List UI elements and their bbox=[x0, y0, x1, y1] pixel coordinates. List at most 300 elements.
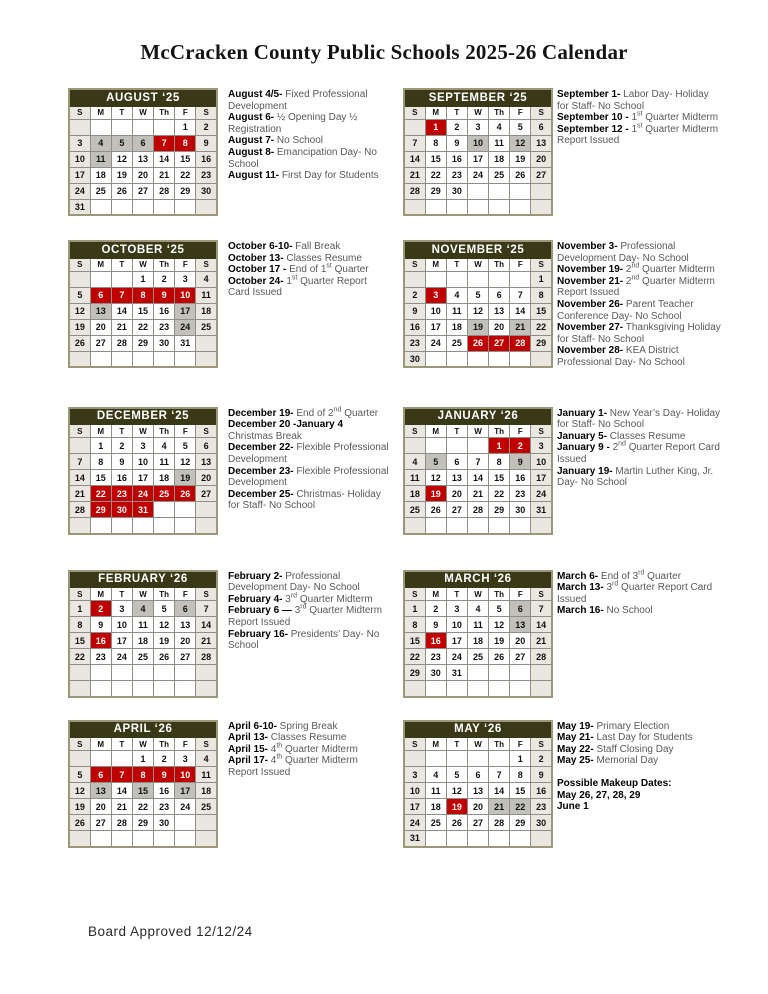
note-label: February 16- bbox=[228, 628, 289, 640]
note-line bbox=[228, 241, 389, 253]
day-cell bbox=[90, 751, 111, 767]
day-cell: 7 bbox=[404, 135, 425, 151]
day-cell: 19 bbox=[111, 167, 132, 183]
day-cell: 4 bbox=[90, 135, 111, 151]
day-cell: 3 bbox=[175, 751, 196, 767]
day-cell: 10 bbox=[425, 303, 446, 319]
day-cell: 17 bbox=[175, 783, 196, 799]
day-cell: 1 bbox=[489, 438, 510, 454]
day-cell bbox=[175, 665, 196, 681]
day-cell bbox=[196, 681, 217, 697]
calendar-row bbox=[68, 240, 768, 369]
day-header-cell: M bbox=[425, 425, 446, 438]
day-cell: 5 bbox=[446, 767, 467, 783]
note-line bbox=[228, 605, 389, 628]
day-cell: 19 bbox=[446, 799, 467, 815]
day-cell bbox=[175, 351, 196, 367]
day-cell bbox=[404, 271, 425, 287]
day-cell: 27 bbox=[132, 183, 153, 199]
day-header-cell: S bbox=[196, 738, 217, 751]
day-cell bbox=[111, 119, 132, 135]
note-line bbox=[228, 419, 389, 442]
day-cell: 5 bbox=[510, 119, 531, 135]
day-cell: 13 bbox=[196, 454, 217, 470]
day-cell bbox=[154, 199, 175, 215]
note-line bbox=[557, 721, 723, 733]
day-cell: 9 bbox=[196, 135, 217, 151]
day-cell: 29 bbox=[531, 335, 552, 351]
day-cell bbox=[132, 665, 153, 681]
day-cell: 14 bbox=[111, 303, 132, 319]
day-cell: 9 bbox=[510, 454, 531, 470]
day-cell: 15 bbox=[175, 151, 196, 167]
note-text: Professional Development Day- No School bbox=[228, 570, 360, 594]
note-text: No School bbox=[603, 605, 653, 617]
day-cell bbox=[132, 351, 153, 367]
day-header-cell: S bbox=[531, 425, 552, 438]
day-header-cell: T bbox=[446, 106, 467, 119]
day-cell bbox=[510, 351, 531, 367]
note-label: August 11- bbox=[228, 170, 280, 182]
day-cell: 9 bbox=[154, 767, 175, 783]
day-cell: 14 bbox=[404, 151, 425, 167]
month-notes-august-25 bbox=[218, 88, 403, 182]
day-cell: 19 bbox=[154, 633, 175, 649]
week-row bbox=[404, 799, 552, 815]
day-cell bbox=[489, 199, 510, 215]
day-header-cell: S bbox=[69, 106, 90, 119]
day-cell: 25 bbox=[154, 486, 175, 502]
calendar-row bbox=[68, 407, 768, 535]
note-label: August 4/5- bbox=[228, 89, 283, 100]
day-header-cell: S bbox=[69, 425, 90, 438]
day-cell bbox=[404, 119, 425, 135]
day-cell: 31 bbox=[132, 502, 153, 518]
day-cell: 29 bbox=[425, 183, 446, 199]
day-cell bbox=[425, 518, 446, 534]
day-cell: 27 bbox=[510, 649, 531, 665]
day-cell: 25 bbox=[196, 799, 217, 815]
day-cell: 15 bbox=[489, 470, 510, 486]
note-label: December 19- bbox=[228, 407, 294, 419]
week-row bbox=[69, 470, 217, 486]
month-header-row bbox=[404, 721, 552, 738]
day-cell bbox=[69, 831, 90, 847]
day-header-cell: S bbox=[531, 106, 552, 119]
month-calendar-march-26 bbox=[403, 570, 553, 698]
day-cell: 5 bbox=[467, 287, 488, 303]
note-label: September 10 - bbox=[557, 112, 629, 124]
makeup-dates bbox=[557, 778, 723, 813]
week-row bbox=[69, 454, 217, 470]
day-cell: 30 bbox=[425, 665, 446, 681]
day-cell bbox=[510, 271, 531, 287]
week-row bbox=[404, 831, 552, 847]
day-cell: 18 bbox=[446, 319, 467, 335]
day-cell: 12 bbox=[175, 454, 196, 470]
week-row bbox=[404, 151, 552, 167]
day-header-row bbox=[69, 258, 217, 271]
day-cell: 17 bbox=[132, 470, 153, 486]
note-text: End of 1st Quarter bbox=[286, 262, 369, 276]
day-cell: 22 bbox=[69, 649, 90, 665]
day-cell bbox=[531, 831, 552, 847]
day-cell bbox=[404, 518, 425, 534]
day-header-cell: M bbox=[425, 588, 446, 601]
day-cell bbox=[467, 199, 488, 215]
note-label: October 24- bbox=[228, 275, 284, 287]
day-header-cell: Th bbox=[489, 258, 510, 271]
day-cell: 9 bbox=[90, 617, 111, 633]
note-label: March 16- bbox=[557, 605, 604, 617]
day-cell: 23 bbox=[446, 167, 467, 183]
day-header-cell: F bbox=[510, 738, 531, 751]
day-cell: 26 bbox=[111, 183, 132, 199]
day-header-cell: T bbox=[111, 106, 132, 119]
day-cell bbox=[175, 815, 196, 831]
day-cell bbox=[90, 271, 111, 287]
day-header-cell: F bbox=[175, 258, 196, 271]
note-text: ½ Opening Day ½ Registration bbox=[228, 112, 358, 135]
note-line bbox=[228, 744, 389, 756]
day-cell: 6 bbox=[132, 135, 153, 151]
note-label: October 17 - bbox=[228, 264, 287, 276]
day-header-cell: T bbox=[111, 258, 132, 271]
day-cell: 3 bbox=[467, 119, 488, 135]
day-cell: 25 bbox=[90, 183, 111, 199]
week-row bbox=[404, 783, 552, 799]
day-header-cell: F bbox=[175, 425, 196, 438]
week-row bbox=[69, 335, 217, 351]
note-label: April 17- bbox=[228, 755, 269, 767]
note-text: 3rd Quarter Report Card Issued bbox=[557, 580, 713, 605]
day-cell: 15 bbox=[132, 303, 153, 319]
day-header-row bbox=[404, 588, 552, 601]
day-cell bbox=[154, 518, 175, 534]
day-cell: 28 bbox=[489, 815, 510, 831]
day-cell: 5 bbox=[111, 135, 132, 151]
day-cell: 11 bbox=[196, 767, 217, 783]
day-cell: 10 bbox=[132, 454, 153, 470]
day-cell: 5 bbox=[175, 438, 196, 454]
day-cell bbox=[531, 665, 552, 681]
day-cell: 30 bbox=[531, 815, 552, 831]
day-cell: 29 bbox=[90, 502, 111, 518]
month-notes-january-26 bbox=[553, 407, 768, 489]
day-cell: 7 bbox=[154, 135, 175, 151]
day-cell bbox=[111, 681, 132, 697]
day-cell: 28 bbox=[404, 183, 425, 199]
week-row bbox=[69, 183, 217, 199]
note-text: 4th Quarter Midterm Report Issued bbox=[228, 753, 358, 778]
day-cell: 11 bbox=[90, 151, 111, 167]
day-cell bbox=[111, 351, 132, 367]
day-cell bbox=[467, 183, 488, 199]
note-line bbox=[228, 571, 389, 594]
day-cell: 22 bbox=[132, 319, 153, 335]
note-label: December 20 -January 4 bbox=[228, 419, 344, 431]
day-cell bbox=[489, 183, 510, 199]
board-approved-footer: Board Approved 12/12/24 bbox=[88, 924, 253, 939]
day-cell: 11 bbox=[489, 135, 510, 151]
note-line bbox=[557, 466, 723, 489]
month-calendar-october-25 bbox=[68, 240, 218, 368]
day-header-cell: S bbox=[404, 425, 425, 438]
week-row bbox=[69, 151, 217, 167]
day-cell bbox=[467, 751, 488, 767]
day-cell bbox=[467, 271, 488, 287]
day-cell bbox=[69, 681, 90, 697]
day-cell: 20 bbox=[446, 486, 467, 502]
day-cell: 24 bbox=[425, 335, 446, 351]
day-cell: 9 bbox=[531, 767, 552, 783]
day-cell bbox=[446, 271, 467, 287]
week-row bbox=[69, 617, 217, 633]
month-notes-november-25 bbox=[553, 240, 768, 369]
week-row bbox=[69, 518, 217, 534]
day-cell bbox=[111, 831, 132, 847]
day-cell: 1 bbox=[69, 601, 90, 617]
day-cell: 13 bbox=[467, 783, 488, 799]
day-cell: 10 bbox=[111, 617, 132, 633]
day-cell: 11 bbox=[446, 303, 467, 319]
day-cell: 3 bbox=[404, 767, 425, 783]
day-cell: 2 bbox=[196, 119, 217, 135]
day-header-cell: Th bbox=[154, 258, 175, 271]
day-cell: 17 bbox=[446, 633, 467, 649]
week-row bbox=[69, 119, 217, 135]
day-cell: 21 bbox=[154, 167, 175, 183]
week-row bbox=[69, 799, 217, 815]
day-cell: 13 bbox=[489, 303, 510, 319]
month-calendar-may-26 bbox=[403, 720, 553, 848]
note-label: March 13- bbox=[557, 582, 604, 594]
day-cell bbox=[467, 438, 488, 454]
day-header-cell: M bbox=[90, 106, 111, 119]
day-cell: 28 bbox=[196, 649, 217, 665]
day-cell: 3 bbox=[425, 287, 446, 303]
day-cell: 8 bbox=[90, 454, 111, 470]
day-cell: 1 bbox=[531, 271, 552, 287]
week-row bbox=[69, 167, 217, 183]
day-cell: 1 bbox=[425, 119, 446, 135]
day-cell: 2 bbox=[531, 751, 552, 767]
day-header-cell: M bbox=[90, 258, 111, 271]
day-cell: 18 bbox=[425, 799, 446, 815]
day-cell: 25 bbox=[467, 649, 488, 665]
month-title: OCTOBER ‘25 bbox=[69, 241, 217, 258]
day-cell bbox=[196, 502, 217, 518]
day-cell: 18 bbox=[154, 470, 175, 486]
day-header-cell: T bbox=[446, 258, 467, 271]
day-cell: 22 bbox=[531, 319, 552, 335]
day-cell: 20 bbox=[90, 319, 111, 335]
day-cell: 3 bbox=[111, 601, 132, 617]
note-line bbox=[228, 466, 389, 489]
day-cell bbox=[489, 751, 510, 767]
day-cell: 26 bbox=[425, 502, 446, 518]
month-header-row bbox=[69, 89, 217, 106]
day-cell: 20 bbox=[90, 799, 111, 815]
note-text: Flexible Professional Development bbox=[228, 465, 389, 489]
day-header-cell: M bbox=[425, 106, 446, 119]
note-line bbox=[557, 431, 723, 443]
day-header-cell: Th bbox=[489, 425, 510, 438]
day-cell: 6 bbox=[196, 438, 217, 454]
day-cell: 24 bbox=[531, 486, 552, 502]
week-row bbox=[404, 454, 552, 470]
day-cell: 13 bbox=[446, 470, 467, 486]
day-header-row bbox=[404, 258, 552, 271]
week-row bbox=[404, 751, 552, 767]
day-cell bbox=[154, 681, 175, 697]
day-cell: 8 bbox=[132, 767, 153, 783]
note-text: Classes Resume bbox=[283, 252, 362, 264]
note-label: May 25- bbox=[557, 755, 594, 767]
week-row bbox=[404, 815, 552, 831]
week-row bbox=[404, 633, 552, 649]
day-cell: 17 bbox=[531, 470, 552, 486]
day-cell: 6 bbox=[90, 287, 111, 303]
note-line bbox=[557, 89, 723, 112]
day-cell: 16 bbox=[510, 470, 531, 486]
note-text: Christmas- Holiday for Staff- No School bbox=[228, 488, 381, 512]
day-cell: 10 bbox=[175, 287, 196, 303]
day-cell: 15 bbox=[510, 783, 531, 799]
day-header-cell: W bbox=[467, 258, 488, 271]
day-cell: 7 bbox=[510, 287, 531, 303]
day-cell bbox=[196, 665, 217, 681]
day-cell bbox=[446, 351, 467, 367]
day-cell: 5 bbox=[489, 601, 510, 617]
day-header-cell: Th bbox=[489, 106, 510, 119]
calendar-row bbox=[68, 720, 768, 848]
day-cell bbox=[446, 518, 467, 534]
day-cell: 18 bbox=[90, 167, 111, 183]
note-text: Labor Day- Holiday for Staff- No School bbox=[557, 89, 709, 112]
note-text: 3rd Quarter Midterm Report Issued bbox=[228, 603, 383, 628]
day-header-cell: S bbox=[69, 588, 90, 601]
day-cell bbox=[446, 751, 467, 767]
day-cell: 8 bbox=[489, 454, 510, 470]
day-cell: 27 bbox=[489, 335, 510, 351]
day-cell: 7 bbox=[489, 767, 510, 783]
note-label: February 2- bbox=[228, 570, 283, 582]
day-header-cell: F bbox=[175, 106, 196, 119]
day-cell: 15 bbox=[425, 151, 446, 167]
month-header-row bbox=[404, 571, 552, 588]
day-cell: 25 bbox=[425, 815, 446, 831]
day-header-cell: M bbox=[425, 258, 446, 271]
day-cell: 7 bbox=[69, 454, 90, 470]
day-cell: 8 bbox=[531, 287, 552, 303]
day-cell: 11 bbox=[196, 287, 217, 303]
note-text: Presidents’ Day- No School bbox=[228, 628, 380, 652]
note-text: Thanksgiving Holiday for Staff- No School bbox=[557, 322, 721, 345]
note-line bbox=[557, 241, 723, 264]
note-line bbox=[228, 112, 389, 135]
day-cell: 16 bbox=[90, 633, 111, 649]
month-header-row bbox=[69, 241, 217, 258]
day-cell: 28 bbox=[154, 183, 175, 199]
month-calendar-september-25 bbox=[403, 88, 553, 216]
day-cell: 20 bbox=[132, 167, 153, 183]
month-title: DECEMBER ‘25 bbox=[69, 408, 217, 425]
day-cell bbox=[90, 518, 111, 534]
day-cell bbox=[489, 681, 510, 697]
week-row bbox=[69, 351, 217, 367]
day-cell bbox=[69, 751, 90, 767]
day-cell: 26 bbox=[446, 815, 467, 831]
day-cell: 23 bbox=[531, 799, 552, 815]
day-cell bbox=[154, 831, 175, 847]
week-row bbox=[69, 633, 217, 649]
day-cell: 10 bbox=[467, 135, 488, 151]
month-title: MAY ‘26 bbox=[404, 721, 552, 738]
day-cell: 7 bbox=[531, 601, 552, 617]
day-cell: 27 bbox=[196, 486, 217, 502]
day-header-cell: T bbox=[446, 425, 467, 438]
day-header-cell: W bbox=[467, 588, 488, 601]
day-cell: 23 bbox=[111, 486, 132, 502]
day-cell: 3 bbox=[531, 438, 552, 454]
day-cell bbox=[467, 518, 488, 534]
week-row bbox=[404, 601, 552, 617]
day-cell: 10 bbox=[175, 767, 196, 783]
day-header-row bbox=[69, 588, 217, 601]
day-cell: 23 bbox=[154, 319, 175, 335]
day-cell: 9 bbox=[425, 617, 446, 633]
day-cell bbox=[111, 665, 132, 681]
day-cell bbox=[531, 351, 552, 367]
day-cell bbox=[196, 518, 217, 534]
day-cell bbox=[425, 438, 446, 454]
day-cell: 29 bbox=[175, 183, 196, 199]
calendar-row bbox=[68, 88, 768, 216]
day-cell: 24 bbox=[404, 815, 425, 831]
note-text: Primary Election bbox=[593, 720, 670, 732]
day-cell: 14 bbox=[111, 783, 132, 799]
day-cell bbox=[90, 831, 111, 847]
day-cell bbox=[510, 831, 531, 847]
note-line bbox=[228, 732, 389, 744]
day-cell: 7 bbox=[196, 601, 217, 617]
day-cell: 21 bbox=[111, 799, 132, 815]
calendar-grid bbox=[68, 88, 768, 848]
day-cell: 22 bbox=[425, 167, 446, 183]
note-text: Spring Break bbox=[276, 720, 338, 732]
note-text: Emancipation Day- No School bbox=[228, 146, 377, 170]
day-cell bbox=[175, 831, 196, 847]
day-cell: 4 bbox=[467, 601, 488, 617]
note-text: Classes Resume bbox=[607, 430, 686, 442]
day-cell: 8 bbox=[510, 767, 531, 783]
day-cell: 12 bbox=[111, 151, 132, 167]
day-cell: 15 bbox=[132, 783, 153, 799]
day-cell: 1 bbox=[175, 119, 196, 135]
day-cell bbox=[132, 119, 153, 135]
note-text: Professional Development Day- No School bbox=[557, 241, 689, 264]
month-notes-march-26 bbox=[553, 570, 768, 617]
note-text: 2nd Quarter Report Card Issued bbox=[557, 440, 720, 465]
day-cell: 30 bbox=[404, 351, 425, 367]
day-header-cell: T bbox=[111, 588, 132, 601]
week-row bbox=[69, 783, 217, 799]
note-text: End of 3rd Quarter bbox=[598, 569, 682, 582]
day-header-cell: W bbox=[132, 106, 153, 119]
note-text: New Year’s Day- Holiday for Staff- No School bbox=[557, 407, 721, 431]
day-cell: 8 bbox=[132, 287, 153, 303]
